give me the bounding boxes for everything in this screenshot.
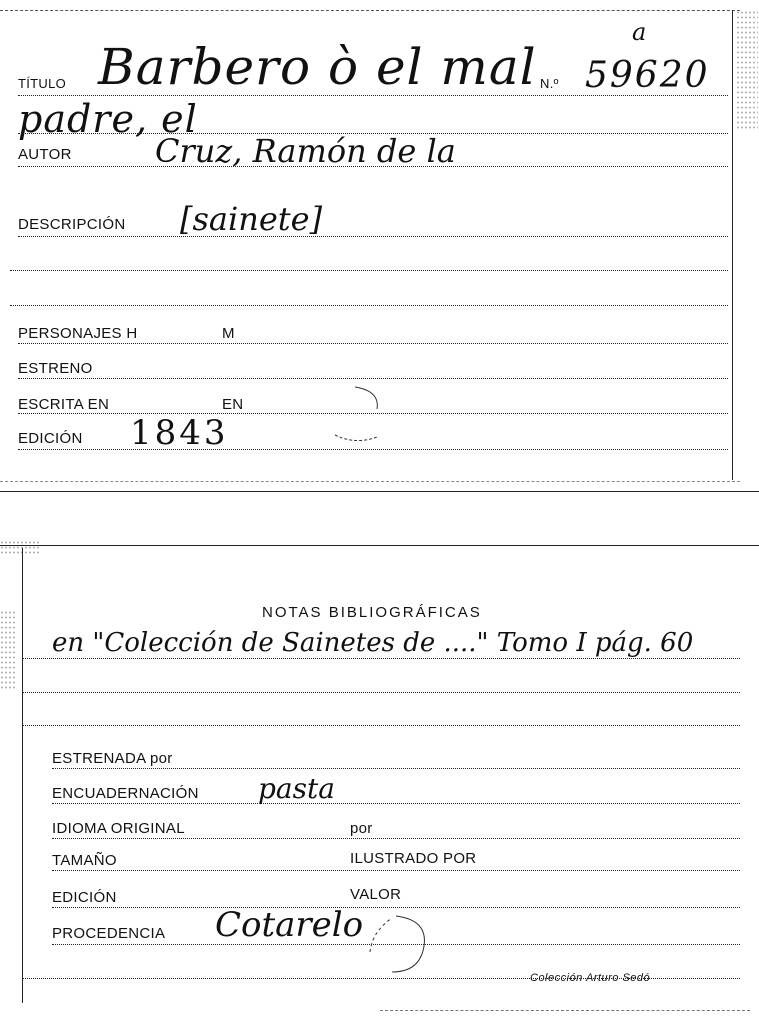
- edicion2-label: EDICIÓN: [52, 889, 117, 906]
- descripcion-line-3: [10, 305, 728, 306]
- titulo-line-1: [18, 95, 728, 96]
- titulo-value-line2: padre, el: [18, 97, 198, 141]
- autor-label: AUTOR: [18, 146, 72, 163]
- idioma-por-label: por: [350, 820, 373, 837]
- card2-left-border: [22, 548, 23, 1003]
- coleccion-label: Colección Arturo Sedó: [530, 972, 651, 984]
- descripcion-value: [sainete]: [180, 200, 323, 238]
- personajes-line: [18, 343, 728, 344]
- personajes-m-label: M: [222, 325, 235, 342]
- card2-edge-dash: [380, 1010, 750, 1011]
- titulo-label: TÍTULO: [18, 76, 67, 91]
- autor-value: Cruz, Ramón de la: [155, 132, 456, 170]
- card2-edge-speckle: [0, 540, 40, 554]
- card2-top-edge: [0, 545, 759, 546]
- encuadernacion-line: [52, 803, 740, 804]
- estreno-label: ESTRENO: [18, 360, 93, 377]
- procedencia-value: Cotarelo: [215, 905, 364, 945]
- card2-left-speckle: [0, 610, 16, 690]
- idioma-original-label: IDIOMA ORIGINAL: [52, 820, 185, 837]
- idioma-line: [52, 838, 740, 839]
- estrenada-label: ESTRENADA por: [52, 750, 173, 767]
- estreno-line: [18, 378, 728, 379]
- escrita-en-lugar-label: EN: [222, 396, 244, 413]
- personajes-h-label: PERSONAJES H: [18, 325, 138, 342]
- notas-heading: NOTAS BIBLIOGRÁFICAS: [262, 604, 482, 621]
- encuadernacion-label: ENCUADERNACIÓN: [52, 785, 199, 802]
- ilustrado-por-label: ILUSTRADO POR: [350, 850, 477, 867]
- notas-line-1: [22, 658, 740, 659]
- stamp-mark-2: [362, 912, 434, 978]
- escrita-en-label: ESCRITA EN: [18, 396, 110, 413]
- descripcion-label: DESCRIPCIÓN: [18, 216, 126, 233]
- stamp-mark: [325, 385, 395, 445]
- edicion2-line: [52, 907, 740, 908]
- edicion-value: 1843: [130, 413, 229, 453]
- descripcion-line-2: [10, 270, 728, 271]
- edicion-line: [18, 449, 728, 450]
- autor-line: [18, 166, 728, 167]
- descripcion-line-1: [18, 236, 728, 237]
- notas-line-3: [22, 725, 740, 726]
- right-border: [732, 10, 733, 480]
- card1-bottom-edge: [0, 481, 740, 482]
- encuadernacion-value: pasta: [258, 772, 335, 805]
- paper-edge-speckle: [736, 10, 758, 130]
- top-edge-line: [0, 10, 740, 11]
- numero-label: N.º: [540, 76, 559, 91]
- valor-label: VALOR: [350, 886, 402, 903]
- notas-line-2: [22, 692, 740, 693]
- titulo-value-line1: Barbero ò el mal: [98, 38, 537, 96]
- tamano-line: [52, 870, 740, 871]
- tamano-label: TAMAÑO: [52, 852, 117, 869]
- estrenada-line: [52, 768, 740, 769]
- edicion-label: EDICIÓN: [18, 430, 83, 447]
- numero-superscript: a: [632, 18, 647, 46]
- procedencia-label: PROCEDENCIA: [52, 925, 166, 942]
- notas-value: en "Colección de Sainetes de ...." Tomo I pág. 60: [52, 628, 694, 658]
- numero-value: 59620: [585, 55, 710, 96]
- card-separator: [0, 491, 759, 492]
